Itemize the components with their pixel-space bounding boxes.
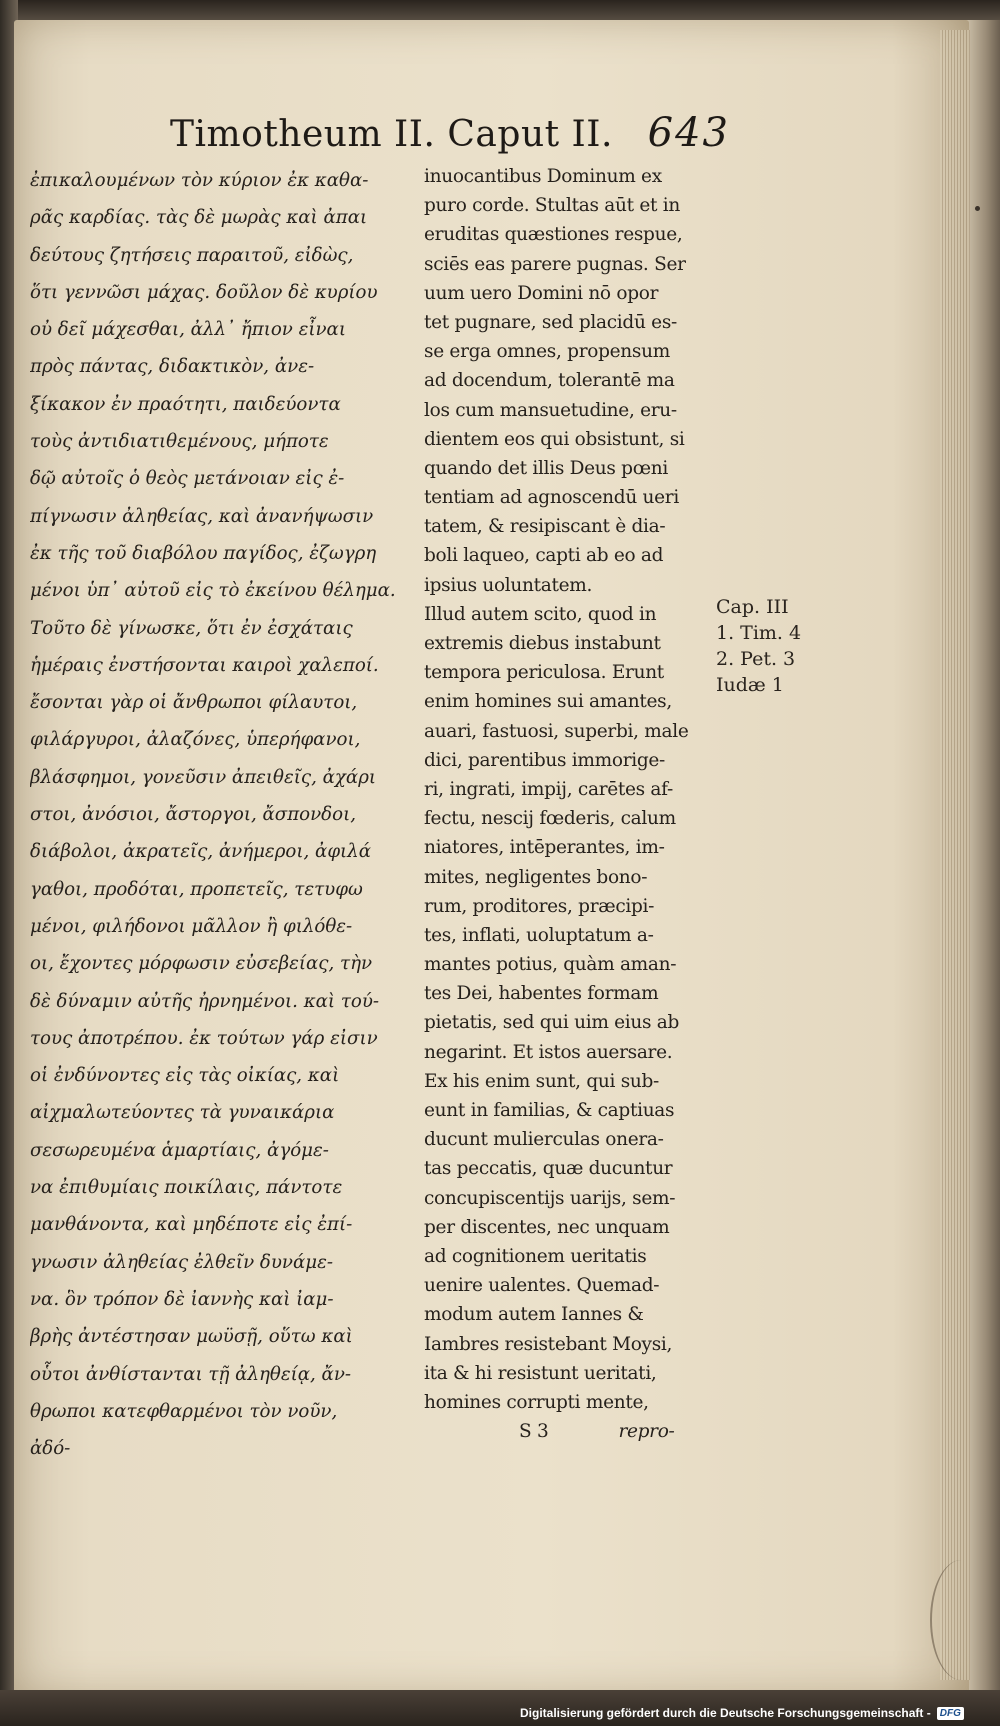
ink-spot: [975, 206, 980, 211]
greek-text-line: ἀδό-: [30, 1438, 71, 1460]
greek-text-line: ἔσονται γὰρ οἱ ἄνθρωποι φίλαυτοι,: [30, 692, 358, 714]
latin-text-line: ita & hi resistunt ueritati,: [424, 1362, 657, 1384]
greek-text-line: πίγνωσιν ἀληθείας, καὶ ἀνανήψωσιν: [30, 505, 374, 527]
greek-text-line: μένοι ὑπ᾽ αὐτοῦ εἰς τὸ ἐκείνου θέλημα.: [30, 580, 396, 602]
margin-note-line: Iudæ 1: [716, 674, 784, 696]
latin-text-line: ad cognitionem ueritatis: [424, 1245, 647, 1267]
greek-text-line: δὲ δύναμιν αὐτῆς ἠρνημένοι. καὶ τού-: [30, 990, 380, 1012]
latin-text-line: eunt in familias, & captiuas: [424, 1100, 675, 1121]
latin-text-column: [424, 162, 722, 1446]
latin-text-line: Ex his enim sunt, qui sub-: [424, 1070, 660, 1092]
greek-text-line: βλάσφημοι, γονεῦσιν ἀπειθεῖς, ἀχάρι: [30, 766, 377, 788]
latin-text-line: boli laqueo, capti ab eo ad: [424, 545, 664, 567]
greek-text-line: σεσωρευμένα ἁμαρτίαις, ἀγόμε-: [30, 1139, 329, 1161]
latin-text-line: puro corde. Stultas aūt et in: [424, 195, 680, 217]
latin-text-line: auari, fastuosi, superbi, male: [424, 720, 689, 742]
latin-text-line: tatem, & resipiscant è dia-: [424, 516, 666, 538]
greek-text-line: μένοι, φιλήδονοι μᾶλλον ἢ φιλόθε-: [30, 915, 353, 937]
greek-text-line: ρᾶς καρδίας. τὰς δὲ μωρὰς καὶ ἀπαι: [30, 207, 368, 229]
latin-text-line: concupiscentijs uarijs, sem-: [424, 1187, 676, 1209]
greek-text-line: πρὸς πάντας, διδακτικὸν, ἀνε-: [30, 356, 315, 378]
greek-text-line: γαθοι, προδόται, προπετεῖς, τετυφω: [30, 878, 363, 900]
greek-text-line: οι, ἔχοντες μόρφωσιν εὐσεβείας, τὴν: [30, 953, 373, 975]
greek-text-line: στοι, ἀνόσιοι, ἄστοργοι, ἄσπονδοι,: [30, 804, 356, 826]
latin-text-line: ad docendum, tolerantē ma: [424, 370, 675, 392]
greek-text-line: μανθάνοντα, καὶ μηδέποτε εἰς ἐπί-: [30, 1214, 353, 1236]
greek-text-line: αἰχμαλωτεύοντες τὰ γυναικάρια: [30, 1102, 335, 1124]
latin-text-line: mites, negligentes bono-: [424, 866, 648, 888]
page-stack-edge: [940, 30, 970, 1680]
latin-text-line: eruditas quæstiones respue,: [424, 224, 683, 246]
running-header: [170, 110, 730, 160]
latin-text-line: se erga omnes, propensum: [424, 341, 670, 363]
greek-text-line: θρωποι κατεφθαρμένοι τὸν νοῦν,: [30, 1400, 338, 1422]
latin-text-line: modum autem Iannes &: [424, 1304, 644, 1326]
greek-text-line: Τοῦτο δὲ γίνωσκε, ὅτι ἐν ἐσχάταις: [30, 617, 353, 639]
latin-text-line: tentiam ad agnoscendū ueri: [424, 487, 679, 509]
latin-text-line: extremis diebus instabunt: [424, 633, 661, 654]
latin-text-line: uum uero Domini nō opor: [424, 282, 659, 304]
latin-text-line: rum, proditores, præcipi-: [424, 895, 655, 917]
greek-text-line: βρὴς ἀντέστησαν μωϋσῇ, οὕτω καὶ: [30, 1326, 353, 1348]
footer-credit: [520, 1703, 998, 1723]
latin-text-line: fectu, nescij fœderis, calum: [424, 808, 676, 830]
page-curl: [930, 1560, 992, 1680]
latin-text-line: mantes potius, quàm aman-: [424, 954, 677, 976]
latin-text-line: inuocantibus Dominum ex: [424, 166, 662, 187]
greek-text-line: τους ἀποτρέπου. ἐκ τούτων γάρ εἰσιν: [30, 1027, 378, 1049]
latin-text-line: dici, parentibus immorige-: [424, 749, 666, 771]
signature-mark: S 3: [519, 1421, 549, 1443]
latin-text-line: negarint. Et istos auersare.: [424, 1041, 673, 1063]
margin-note-line: 1. Tim. 4: [716, 622, 802, 644]
catchword: repro-: [618, 1421, 675, 1443]
greek-text-line: οὐ δεῖ μάχεσθαι, ἀλλ᾽ ἤπιον εἶναι: [30, 319, 346, 341]
greek-text-line: διάβολοι, ἀκρατεῖς, ἀνήμεροι, ἀφιλά: [30, 841, 371, 863]
latin-text-line: niatores, intēperantes, im-: [424, 837, 665, 859]
latin-text-line: sciēs eas parere pugnas. Ser: [424, 253, 686, 275]
signature-line: [424, 1417, 722, 1446]
margin-references: [716, 594, 841, 698]
greek-text-line: ἡμέραις ἐνστήσονται καιροὶ χαλεποί.: [30, 654, 379, 676]
latin-text-line: enim homines sui amantes,: [424, 691, 672, 713]
latin-text-line: ipsius uoluntatem.: [424, 574, 593, 596]
footer-text: Digitalisierung gefördert durch die Deutsche Forschungsgemeinschaft -: [520, 1706, 931, 1720]
latin-text-line: quando det illis Deus pœni: [424, 457, 668, 479]
dfg-logo: DFG: [937, 1707, 964, 1720]
greek-text-line: οἱ ἐνδύνοντες εἰς τὰς οἰκίας, καὶ: [30, 1065, 340, 1087]
margin-note-line: 2. Pet. 3: [716, 648, 796, 670]
latin-text-line: tes Dei, habentes formam: [424, 983, 659, 1005]
greek-text-line: ἐπικαλουμένων τὸν κύριον ἐκ καθα-: [30, 170, 369, 191]
greek-text-line: τοὺς ἀντιδιατιθεμένους, μήποτε: [30, 431, 329, 453]
latin-text-line: homines corrupti mente,: [424, 1391, 649, 1413]
margin-note-line: Cap. III: [716, 596, 789, 618]
greek-text-line: δῷ αὐτοῖς ὁ θεὸς μετάνοιαν εἰς ἐ-: [30, 468, 345, 490]
greek-text-line: οὗτοι ἀνθίστανται τῇ ἀληθείᾳ, ἄν-: [30, 1363, 352, 1385]
greek-text-line: ξίκακον ἐν πραότητι, παιδεύοντα: [30, 393, 341, 415]
latin-text-line: ducunt mulierculas onera-: [424, 1129, 664, 1151]
greek-text-line: να. ὃν τρόπον δὲ ἰαννὴς καὶ ἰαμ-: [30, 1288, 334, 1310]
latin-text-line: uenire ualentes. Quemad-: [424, 1275, 660, 1297]
latin-text-line: tet pugnare, sed placidū es-: [424, 311, 677, 333]
latin-text-line: ri, ingrati, impij, carētes af-: [424, 778, 674, 800]
page-number: 643: [647, 110, 730, 156]
latin-text-line: los cum mansuetudine, eru-: [424, 399, 677, 421]
greek-text-line: να ἐπιθυμίαις ποικίλαις, πάντοτε: [30, 1177, 343, 1199]
latin-text-line: dientem eos qui obsistunt, si: [424, 428, 685, 450]
greek-text-line: ἐκ τῆς τοῦ διαβόλου παγίδος, ἐζωγρη: [30, 542, 377, 564]
header-title: Timotheum II. Caput II.: [170, 114, 613, 155]
latin-text-line: Iambres resistebant Moysi,: [424, 1333, 673, 1355]
latin-text-line: tas peccatis, quæ ducuntur: [424, 1158, 673, 1180]
latin-text-line: Illud autem scito, quod in: [424, 603, 657, 625]
latin-text-line: pietatis, sed qui uim eius ab: [424, 1012, 680, 1034]
greek-text-line: γνωσιν ἀληθείας ἐλθεῖν δυνάμε-: [30, 1251, 333, 1273]
greek-text-line: ὅτι γεννῶσι μάχας. δοῦλον δὲ κυρίου: [30, 281, 378, 303]
latin-text-line: tes, inflati, uoluptatum a-: [424, 924, 654, 946]
greek-text-line: φιλάργυροι, ἀλαζόνες, ὑπερήφανοι,: [30, 729, 361, 751]
book-fore-edge: [965, 20, 1000, 1695]
latin-text-line: tempora periculosa. Erunt: [424, 662, 664, 684]
greek-text-line: δεύτους ζητήσεις παραιτοῦ, εἰδὼς,: [30, 244, 354, 266]
greek-text-column: [30, 162, 415, 1467]
latin-text-line: per discentes, nec unquam: [424, 1216, 670, 1238]
